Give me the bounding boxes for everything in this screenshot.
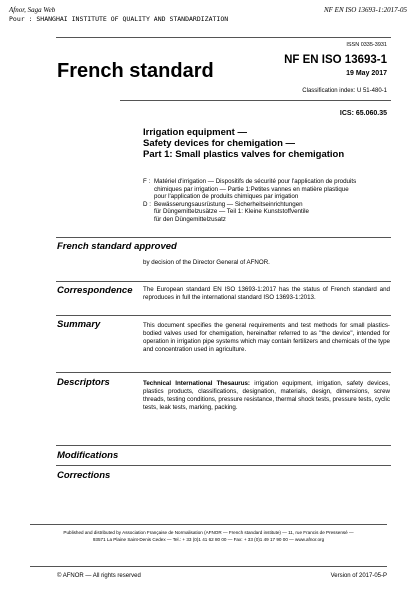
- header-licensee: Pour : SHANGHAI INSTITUTE OF QUALITY AND STANDARDIZATION: [9, 15, 229, 23]
- summary-heading: Summary: [57, 319, 101, 330]
- publisher-rule: [30, 524, 387, 525]
- ics-code: ICS: 65.060.35: [339, 110, 387, 117]
- modifications-heading: Modifications: [57, 450, 119, 461]
- fr-prefix: F :: [143, 178, 151, 185]
- top-rule: [56, 37, 391, 38]
- summary-rule: [56, 315, 391, 316]
- fr-line-2: chimiques par irrigation — Partie 1:Petites vannes en matière plastique: [154, 185, 349, 193]
- de-line-3: für den Düngemittelzusatz: [154, 215, 226, 223]
- approved-rule: [56, 237, 391, 238]
- title-line-1: Irrigation equipment —: [143, 127, 247, 138]
- header-source: Afnor, Saga Web: [9, 6, 56, 14]
- correspondence-text: The European standard EN ISO 13693-1:2017 has the status of French standard and reproduces in full the international standard ISO 13693-1:2013.: [143, 286, 390, 301]
- publisher-line-1: Published and distributed by Association Française de Normalisation (AFNOR — French standard institute) — 11, rue Francis de Pressensé —: [63, 530, 354, 535]
- title-line-2: Safety devices for chemigation —: [143, 138, 296, 149]
- correspondence-heading: Correspondence: [57, 285, 133, 296]
- approved-heading: French standard approved: [57, 241, 177, 252]
- issn: ISSN 0335-3931: [346, 42, 387, 48]
- summary-text: This document specifies the general requirements and test methods for small plastics-bodied valves used for chemigation, hereinafter referred to as "the device", intended for operation in irrigation pipe systems which may contain fertilizers and chemicals of the type and concentration used in agriculture.: [143, 322, 390, 353]
- publisher-info: [30, 530, 387, 543]
- thesaurus-label: Technical International Thesaurus:: [143, 380, 250, 387]
- classification-index: Classification index: U 51-480-1: [302, 88, 387, 94]
- document-title: [143, 127, 344, 160]
- publication-date: 19 May 2017: [346, 70, 387, 77]
- descriptors-text: [143, 380, 390, 412]
- descriptors-list: irrigation equipment, irrigation, safety devices, plastics products, classifications, designation, materials, design, dimensions, screw threads, testing conditions, pressure resistance, thermal shock tests, pressure tests, cyclic tests, leak tests, marking, packing.: [143, 380, 391, 411]
- de-line-2: für Düngemittelzusätze — Teil 1: Kleine Kunststoffventile: [154, 208, 309, 216]
- doc-type-title: French standard: [57, 60, 214, 82]
- publisher-line-2: 93571 La Plaine Saint-Denis Cedex — Tel.: + 33 (0)1 41 62 80 00 — Fax: + 33 (0)1 49 17 90 00 — www.afnor.org: [92, 536, 325, 542]
- correspondence-rule: [56, 281, 391, 282]
- header-standard-ref: NF EN ISO 13693-1:2017-05: [323, 6, 407, 14]
- ics-rule: [120, 100, 391, 101]
- page-header-left: [9, 6, 228, 24]
- title-line-3: Part 1: Small plastics valves for chemigation: [143, 149, 345, 160]
- descriptors-heading: Descriptors: [57, 377, 110, 388]
- approved-text: by decision of the Director General of AFNOR.: [143, 259, 270, 266]
- fr-line-1: Matériel d'irrigation — Dispositifs de sécurité pour l'application de produits: [154, 178, 357, 185]
- version: Version of 2017-05-P: [330, 573, 387, 579]
- corrections-rule: [56, 465, 391, 466]
- de-line-1: Bewässerungsausrüstung — Sicherheitseinrichtungen: [154, 200, 303, 208]
- de-prefix: D :: [143, 200, 151, 208]
- corrections-heading: Corrections: [57, 470, 111, 481]
- copyright: © AFNOR — All rights reserved: [57, 573, 141, 579]
- descriptors-rule: [56, 372, 391, 373]
- modifications-rule: [56, 445, 391, 446]
- footer-rule: [30, 566, 387, 567]
- standard-number: NF EN ISO 13693-1: [284, 54, 387, 66]
- fr-line-3: pour l'application de produits chimiques par irrigation: [154, 193, 299, 201]
- title-translations: [143, 178, 398, 224]
